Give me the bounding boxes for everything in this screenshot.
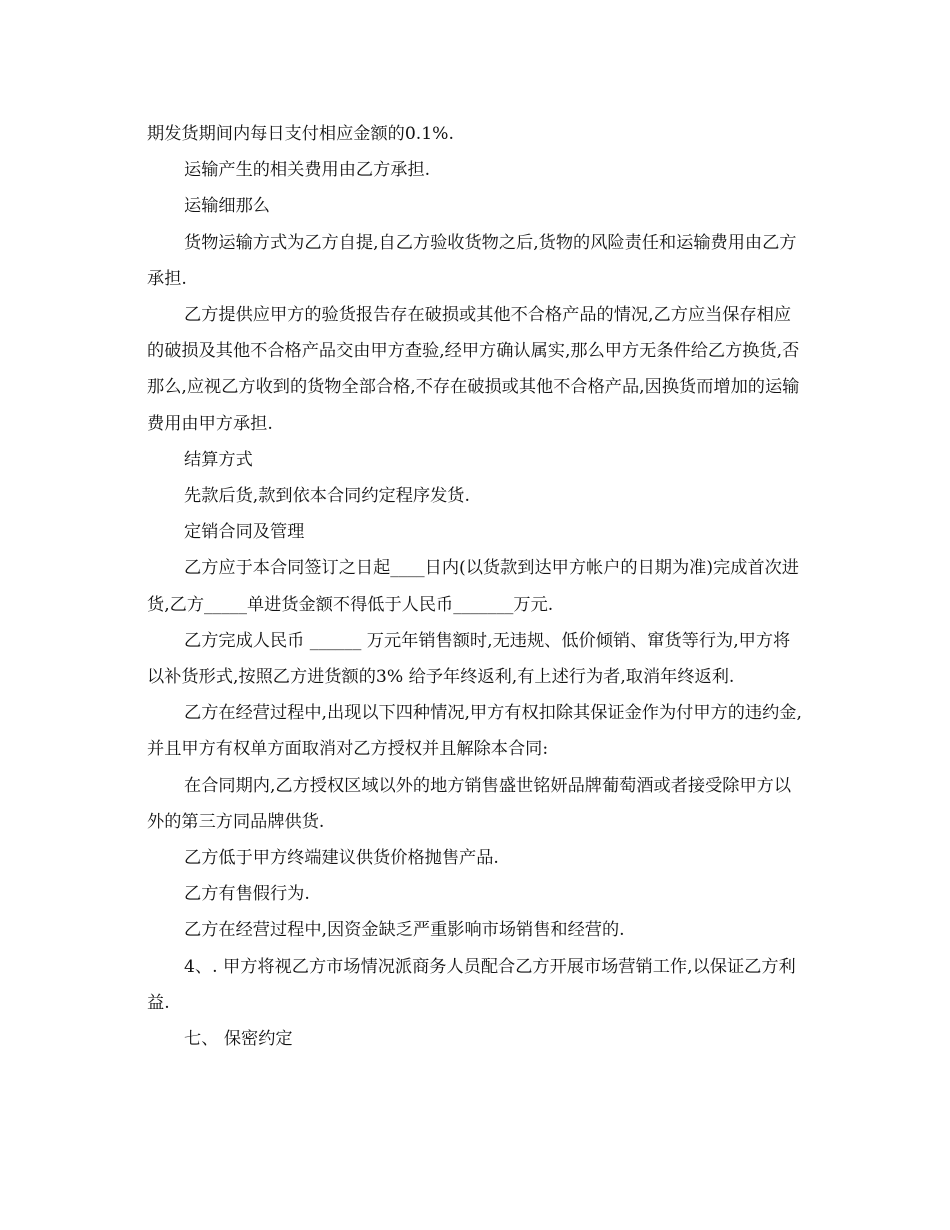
paragraph: 期发货期间内每日支付相应金额的0.1%. bbox=[147, 124, 454, 144]
paragraph: 4、. 甲方将视乙方市场情况派商务人员配合乙方开展市场营销工作,以保证乙方利益. bbox=[147, 956, 796, 1013]
paragraph: 货物运输方式为乙方自提,自乙方验收货物之后,货物的风险责任和运输费用由乙方承担. bbox=[147, 232, 797, 289]
paragraph: 乙方有售假行为. bbox=[184, 884, 310, 905]
paragraph: 先款后货,款到依本合同约定程序发货. bbox=[184, 486, 470, 507]
paragraph: 乙方完成人民币 ______ 万元年销售额时,无违规、低价倾销、窜货等行为,甲方将以补货形式,按照乙方进货额的3% 给予年终返利,有上述行为者,取消年终返利. bbox=[147, 630, 791, 688]
paragraph: 七、 保密约定 bbox=[184, 1029, 293, 1050]
paragraph: 乙方应于本合同签订之日起____日内(以货款到达甲方帐户的日期为准)完成首次进货,乙方_____单进货金额不得低于人民币_______万元. bbox=[147, 558, 799, 615]
paragraph: 运输产生的相关费用由乙方承担. bbox=[184, 160, 431, 181]
paragraph: 乙方在经营过程中,因资金缺乏严重影响市场销售和经营的. bbox=[184, 920, 625, 941]
paragraph: 在合同期内,乙方授权区域以外的地方销售盛世铭妍品牌葡萄酒或者接受除甲方以外的第三方同品牌供货. bbox=[147, 775, 792, 832]
paragraph: 结算方式 bbox=[184, 449, 253, 470]
paragraph: 运输细那么 bbox=[184, 196, 270, 217]
paragraph: 乙方低于甲方终端建议供货价格抛售产品. bbox=[184, 848, 499, 869]
document-body bbox=[147, 116, 807, 1057]
paragraph: 定销合同及管理 bbox=[184, 522, 305, 543]
paragraph: 乙方在经营过程中,出现以下四种情况,甲方有权扣除其保证金作为付甲方的违约金,并且甲方有权单方面取消对乙方授权并且解除本合同: bbox=[147, 703, 802, 760]
paragraph: 乙方提供应甲方的验货报告存在破损或其他不合格产品的情况,乙方应当保存相应的破损及其他不合格产品交由甲方查验,经甲方确认属实,那么甲方无条件给乙方换货,否那么,应视乙方收到的货物全部合格,不存在破损或其他不合格产品,因换货而增加的运输费用由甲方承担. bbox=[147, 305, 800, 434]
